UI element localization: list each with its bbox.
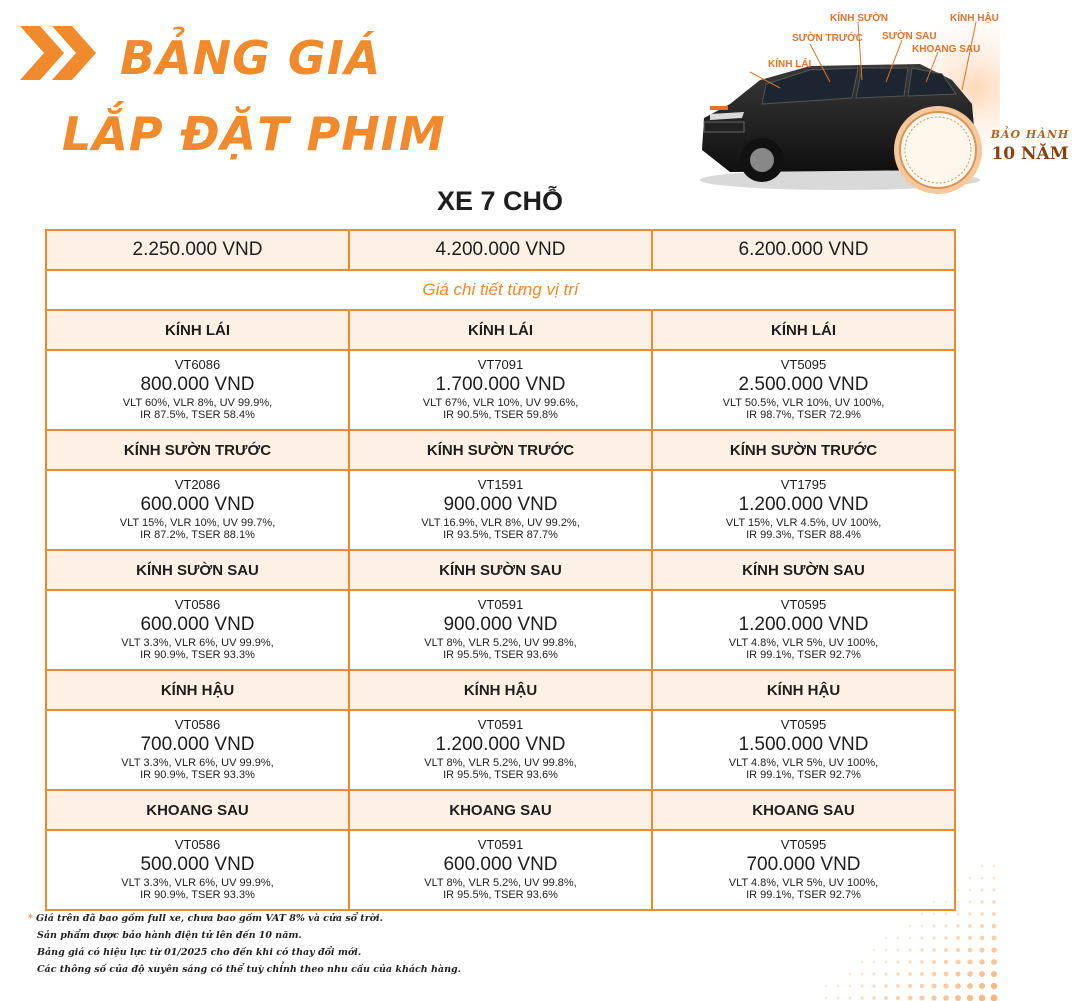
- product-code: VT0586: [174, 836, 221, 852]
- position-header-row: [46, 790, 955, 830]
- product-cell: [46, 470, 349, 550]
- position-name: KÍNH SƯỜN SAU: [46, 550, 349, 590]
- decorative-dot: [957, 901, 960, 904]
- decorative-dot: [932, 936, 935, 939]
- decorative-dot: [909, 937, 912, 940]
- decorative-dot: [969, 889, 972, 892]
- decorative-dot: [968, 948, 973, 953]
- decorative-dot: [920, 948, 923, 951]
- product-spec: IR 99.1%, TSER 92.7%: [746, 649, 861, 662]
- decorative-dot: [825, 985, 827, 987]
- page-title-line1: BẢNG GIÁ: [120, 31, 382, 85]
- product-price: 700.000 VND: [140, 733, 255, 755]
- decorative-dot: [885, 961, 888, 964]
- footnotes: [28, 910, 728, 978]
- product-price: 500.000 VND: [140, 853, 255, 875]
- decorative-dot: [921, 913, 923, 915]
- decorative-dot: [908, 984, 912, 988]
- position-header-row: [46, 430, 955, 470]
- badge-seal-icon: [892, 104, 984, 196]
- position-header-row: [46, 670, 955, 710]
- decorative-dot: [968, 912, 971, 915]
- warranty-years: 10 NĂM: [991, 144, 1069, 164]
- decorative-dot: [908, 996, 913, 1001]
- decorative-dot: [848, 996, 851, 999]
- warranty-badge: [892, 104, 1070, 196]
- decorative-dot: [896, 996, 900, 1000]
- product-spec: IR 95.5%, TSER 93.6%: [443, 889, 558, 902]
- decorative-dot: [896, 972, 900, 976]
- decorative-dot: [933, 925, 936, 928]
- decorative-dot: [933, 913, 935, 915]
- decorative-dot: [979, 959, 984, 964]
- detail-caption: Giá chi tiết từng vị trí: [46, 270, 955, 310]
- footnote: Sản phẩm được bảo hành điện tử lên đến 10 năm.: [37, 930, 302, 941]
- product-spec: IR 99.1%, TSER 92.7%: [746, 889, 861, 902]
- decorative-dot: [955, 971, 960, 976]
- decorative-dot: [993, 877, 996, 880]
- decorative-dot: [993, 865, 995, 867]
- position-name: KHOANG SAU: [46, 790, 349, 830]
- product-cell: [652, 590, 955, 670]
- decorative-dot: [944, 948, 948, 952]
- decorative-dot: [849, 985, 852, 988]
- decorative-dot: [955, 995, 961, 1001]
- position-name: KÍNH HẬU: [46, 670, 349, 710]
- decorative-dot: [980, 924, 984, 928]
- product-price: 1.200.000 VND: [738, 493, 869, 515]
- product-spec: IR 87.5%, TSER 58.4%: [140, 409, 255, 422]
- decorative-dot: [943, 995, 949, 1001]
- decorative-dot: [967, 983, 973, 989]
- product-spec: VLT 8%, VLR 5.2%, UV 99.8%,: [424, 636, 577, 649]
- product-cell: [652, 710, 955, 790]
- decorative-dot: [967, 995, 973, 1001]
- product-spec: IR 98.7%, TSER 72.9%: [746, 409, 861, 422]
- decorative-dot: [896, 984, 900, 988]
- product-detail-row: [46, 350, 955, 430]
- decorative-dot: [956, 936, 960, 940]
- position-name: KÍNH SƯỜN TRƯỚC: [46, 430, 349, 470]
- decorative-dot: [944, 924, 947, 927]
- decorative-dot: [956, 948, 960, 952]
- decorative-dot: [849, 973, 851, 975]
- decorative-dot: [980, 912, 984, 916]
- decorative-dot: [956, 924, 959, 927]
- product-price: 600.000 VND: [140, 493, 255, 515]
- decorative-dot: [991, 995, 998, 1001]
- product-spec: IR 95.5%, TSER 93.6%: [443, 649, 558, 662]
- decorative-dot: [956, 960, 961, 965]
- position-name: KÍNH LÁI: [46, 310, 349, 350]
- label-khoang-sau: KHOANG SAU: [912, 44, 981, 55]
- label-suon-truoc: SƯỜN TRƯỚC: [792, 33, 863, 44]
- product-detail-row: [46, 830, 955, 910]
- decorative-dot: [945, 913, 948, 916]
- decorative-dot: [991, 947, 996, 952]
- decorative-dot: [837, 985, 839, 987]
- product-code: VT0595: [780, 716, 827, 732]
- product-spec: IR 90.5%, TSER 59.8%: [443, 409, 558, 422]
- product-code: VT0591: [477, 596, 524, 612]
- product-code: VT0591: [477, 836, 524, 852]
- product-cell: [46, 350, 349, 430]
- decorative-dot: [981, 889, 984, 892]
- product-code: VT2086: [174, 476, 221, 492]
- product-price: 900.000 VND: [443, 613, 558, 635]
- decorative-dot: [968, 924, 972, 928]
- decorative-dot: [909, 925, 911, 927]
- product-spec: VLT 4.8%, VLR 5%, UV 100%,: [728, 636, 879, 649]
- decorative-dot: [931, 995, 936, 1000]
- decorative-dot: [872, 996, 876, 1000]
- footnote-text: Giá trên đã bao gồm full xe, chưa bao gồm VAT 8% và cửa sổ trời.: [35, 913, 383, 924]
- decorative-dot: [860, 996, 863, 999]
- decorative-dot: [908, 972, 912, 976]
- decorative-dot: [992, 924, 996, 928]
- decorative-dot: [979, 995, 986, 1001]
- decorative-dot: [861, 973, 864, 976]
- decorative-dot: [885, 949, 887, 951]
- decorative-dots: [820, 860, 1000, 1001]
- product-spec: VLT 8%, VLR 5.2%, UV 99.8%,: [424, 876, 577, 889]
- product-spec: VLT 15%, VLR 10%, UV 99.7%,: [119, 516, 276, 529]
- decorative-dot: [897, 949, 900, 952]
- product-price: 1.200.000 VND: [738, 613, 869, 635]
- decorative-dot: [967, 971, 972, 976]
- product-spec: IR 93.5%, TSER 87.7%: [443, 529, 558, 542]
- product-cell: [652, 350, 955, 430]
- vehicle-category-title: XE 7 CHỖ: [436, 186, 564, 216]
- product-spec: VLT 8%, VLR 5.2%, UV 99.8%,: [424, 756, 577, 769]
- decorative-dot: [920, 972, 924, 976]
- decorative-dot: [992, 900, 996, 904]
- product-spec: VLT 4.8%, VLR 5%, UV 100%,: [728, 756, 879, 769]
- label-kinh-hau: KÍNH HẬU: [950, 13, 999, 24]
- product-price: 1.200.000 VND: [435, 733, 566, 755]
- label-suon-sau: SƯỜN SAU: [882, 31, 937, 42]
- detail-caption-row: [46, 270, 955, 310]
- product-spec: VLT 67%, VLR 10%, UV 99.6%,: [422, 396, 579, 409]
- product-code: VT1591: [477, 476, 524, 492]
- product-spec: IR 99.3%, TSER 88.4%: [746, 529, 861, 542]
- decorative-dot: [921, 937, 924, 940]
- product-spec: VLT 3.3%, VLR 6%, UV 99.9%,: [121, 756, 274, 769]
- decorative-dot: [932, 984, 937, 989]
- product-spec: VLT 4.8%, VLR 5%, UV 100%,: [728, 876, 879, 889]
- position-name: KÍNH HẬU: [349, 670, 652, 710]
- decorative-dot: [957, 889, 959, 891]
- product-spec: VLT 16.9%, VLR 8%, UV 99.2%,: [421, 516, 580, 529]
- decorative-dot: [943, 983, 948, 988]
- decorative-dot: [979, 971, 985, 977]
- product-spec: IR 99.1%, TSER 92.7%: [746, 769, 861, 782]
- decorative-dot: [884, 972, 887, 975]
- position-name: KÍNH LÁI: [349, 310, 652, 350]
- position-name: KÍNH SƯỜN TRƯỚC: [652, 430, 955, 470]
- decorative-dot: [873, 949, 875, 951]
- product-price: 600.000 VND: [443, 853, 558, 875]
- product-price: 600.000 VND: [140, 613, 255, 635]
- decorative-dot: [825, 997, 827, 999]
- product-cell: [349, 590, 652, 670]
- product-price: 2.500.000 VND: [738, 373, 869, 395]
- product-code: VT5095: [780, 356, 827, 372]
- position-header-row: [46, 550, 955, 590]
- position-name: KÍNH SƯỜN SAU: [652, 550, 955, 590]
- product-cell: [46, 590, 349, 670]
- decorative-dot: [884, 984, 888, 988]
- decorative-dot: [872, 984, 875, 987]
- product-spec: IR 90.9%, TSER 93.3%: [140, 769, 255, 782]
- product-cell: [46, 830, 349, 910]
- product-spec: VLT 60%, VLR 8%, UV 99.9%,: [122, 396, 273, 409]
- decorative-dot: [981, 865, 983, 867]
- decorative-dot: [920, 996, 925, 1001]
- label-kinh-suon: KÍNH SƯỜN: [830, 13, 888, 24]
- product-spec: IR 90.9%, TSER 93.3%: [140, 649, 255, 662]
- product-code: VT0595: [780, 836, 827, 852]
- asterisk-icon: *: [28, 913, 33, 924]
- package-total-price: 6.200.000 VND: [652, 230, 955, 270]
- decorative-dot: [980, 900, 983, 903]
- decorative-dot: [897, 937, 899, 939]
- product-cell: [349, 710, 652, 790]
- decorative-dot: [885, 937, 887, 939]
- product-code: VT7091: [477, 356, 524, 372]
- decorative-dot: [896, 960, 899, 963]
- footnote: Bảng giá có hiệu lực từ 01/2025 cho đến khi có thay đổi mới.: [37, 947, 362, 958]
- product-spec: VLT 15%, VLR 4.5%, UV 100%,: [725, 516, 882, 529]
- decorative-dot: [969, 877, 971, 879]
- product-spec: IR 87.2%, TSER 88.1%: [140, 529, 255, 542]
- decorative-dot: [944, 960, 948, 964]
- decorative-dot: [967, 959, 972, 964]
- position-header-row: [46, 310, 955, 350]
- decorative-dot: [991, 983, 997, 989]
- decorative-dot: [980, 936, 985, 941]
- position-name: KHOANG SAU: [349, 790, 652, 830]
- decorative-dot: [933, 901, 935, 903]
- warranty-label: BẢO HÀNH: [990, 128, 1070, 141]
- product-price: 900.000 VND: [443, 493, 558, 515]
- decorative-dot: [992, 912, 996, 916]
- product-code: VT1795: [780, 476, 827, 492]
- product-spec: VLT 50.5%, VLR 10%, UV 100%,: [722, 396, 885, 409]
- product-price: 1.500.000 VND: [738, 733, 869, 755]
- decorative-dot: [980, 948, 985, 953]
- decorative-dot: [920, 960, 924, 964]
- position-name: KÍNH SƯỜN TRƯỚC: [349, 430, 652, 470]
- product-spec: IR 95.5%, TSER 93.6%: [443, 769, 558, 782]
- decorative-dot: [991, 971, 997, 977]
- decorative-dot: [884, 996, 888, 1000]
- product-price: 1.700.000 VND: [435, 373, 566, 395]
- decorative-dot: [992, 936, 997, 941]
- decorative-dot: [932, 948, 936, 952]
- decorative-dot: [837, 997, 840, 1000]
- product-cell: [349, 350, 652, 430]
- decorative-dot: [991, 959, 997, 965]
- decorative-dot: [908, 948, 911, 951]
- position-name: KHOANG SAU: [652, 790, 955, 830]
- chevron-right-icon: [18, 22, 108, 84]
- position-name: KÍNH HẬU: [652, 670, 955, 710]
- product-spec: VLT 3.3%, VLR 6%, UV 99.9%,: [121, 636, 274, 649]
- decorative-dot: [979, 983, 985, 989]
- decorative-dot: [944, 936, 948, 940]
- position-name: KÍNH SƯỜN SAU: [349, 550, 652, 590]
- decorative-dot: [861, 985, 864, 988]
- product-code: VT0586: [174, 716, 221, 732]
- product-price: 700.000 VND: [746, 853, 861, 875]
- decorative-dot: [981, 877, 984, 880]
- decorative-dot: [968, 900, 971, 903]
- product-detail-row: [46, 710, 955, 790]
- product-detail-row: [46, 470, 955, 550]
- product-code: VT0586: [174, 596, 221, 612]
- price-table: [45, 229, 956, 911]
- decorative-dot: [873, 961, 875, 963]
- product-cell: [349, 830, 652, 910]
- product-price: 800.000 VND: [140, 373, 255, 395]
- decorative-dot: [955, 983, 960, 988]
- decorative-dot: [992, 888, 995, 891]
- decorative-dot: [968, 936, 972, 940]
- decorative-dot: [861, 961, 863, 963]
- product-spec: IR 90.9%, TSER 93.3%: [140, 889, 255, 902]
- product-code: VT0591: [477, 716, 524, 732]
- decorative-dot: [932, 960, 936, 964]
- product-cell: [349, 470, 652, 550]
- decorative-dot: [920, 984, 925, 989]
- label-kinh-lai: KÍNH LÁI: [768, 59, 812, 70]
- decorative-dot: [956, 912, 959, 915]
- product-code: VT0595: [780, 596, 827, 612]
- product-cell: [46, 710, 349, 790]
- footnote: Các thông số của độ xuyên sáng có thể tuỳ chỉnh theo nhu cầu của khách hàng.: [37, 964, 461, 975]
- decorative-dot: [945, 901, 947, 903]
- product-spec: VLT 3.3%, VLR 6%, UV 99.9%,: [121, 876, 274, 889]
- decorative-dot: [921, 925, 924, 928]
- decorative-dot: [908, 960, 911, 963]
- package-total-price: 4.200.000 VND: [349, 230, 652, 270]
- package-total-price: 2.250.000 VND: [46, 230, 349, 270]
- decorative-dot: [944, 972, 949, 977]
- product-detail-row: [46, 590, 955, 670]
- decorative-dot: [873, 973, 876, 976]
- product-cell: [652, 470, 955, 550]
- page-title-line2: LẮP ĐẶT PHIM: [62, 107, 446, 161]
- package-total-row: [46, 230, 955, 270]
- product-code: VT6086: [174, 356, 221, 372]
- footnote: [28, 910, 728, 927]
- decorative-dot: [932, 972, 936, 976]
- position-name: KÍNH LÁI: [652, 310, 955, 350]
